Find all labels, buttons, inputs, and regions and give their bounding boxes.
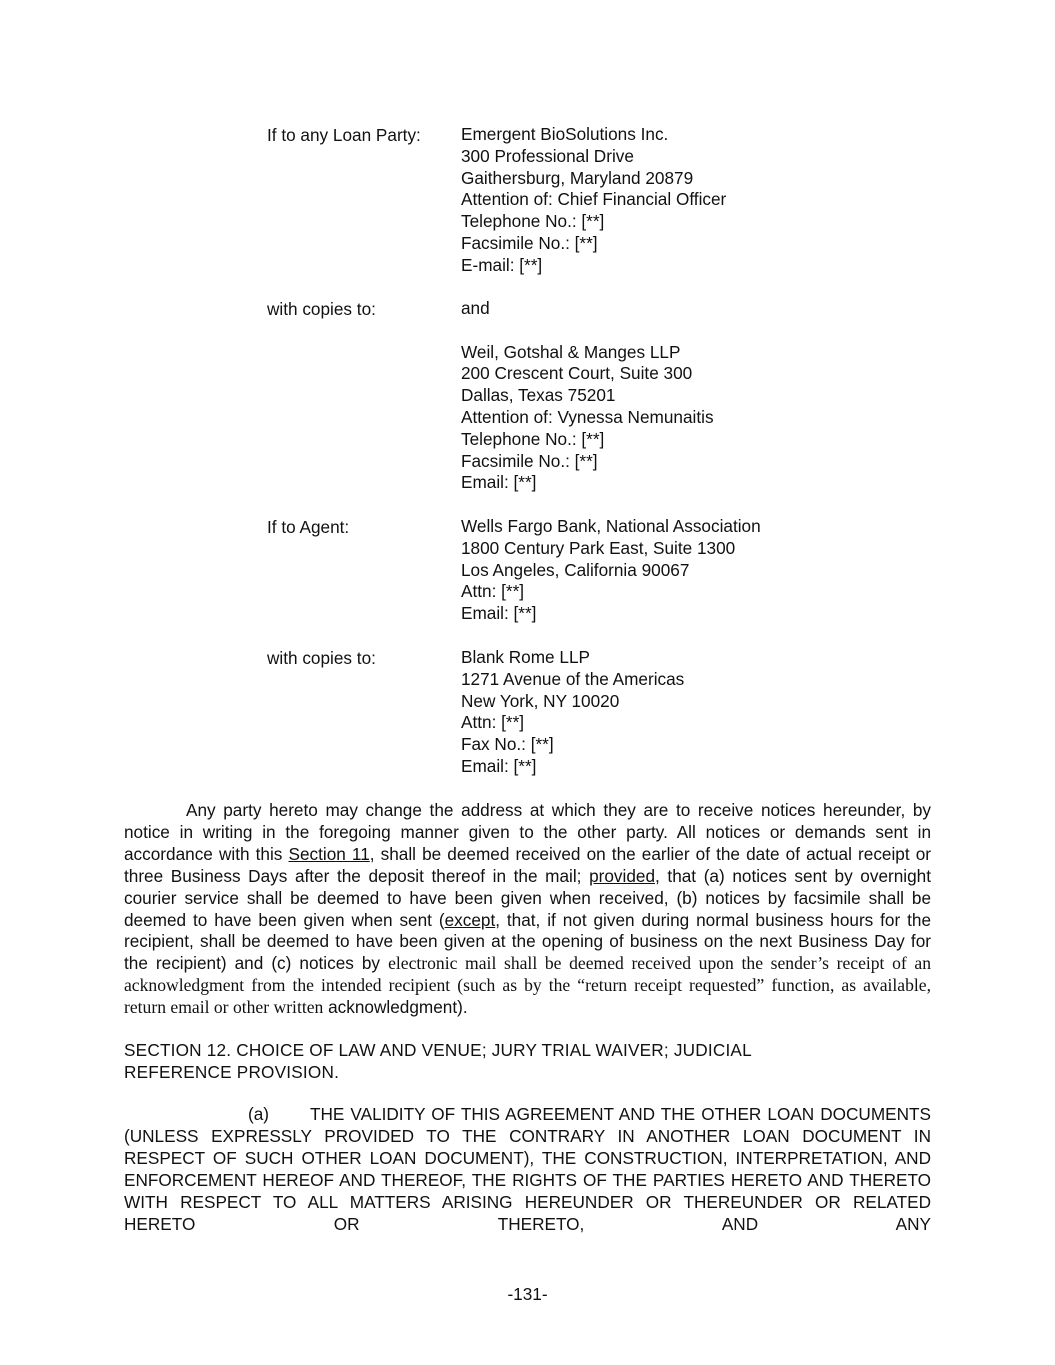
page-number: -131-	[507, 1284, 548, 1304]
provided-term: provided	[589, 865, 656, 886]
address-line: Attention of: Vynessa Nemunaitis	[461, 406, 714, 427]
address-line: 300 Professional Drive	[461, 145, 634, 166]
paragraph-text-serif: electronic mail shall be deemed received upon the sender’s receipt of an acknowledgment from the intended recipient (such as by the “return receipt requested” function, as available, return email or other written	[124, 953, 932, 1018]
address-line: 1800 Century Park East, Suite 1300	[461, 537, 736, 558]
paragraph-text: acknowledgment).	[328, 997, 468, 1018]
section-reference: Section 11	[288, 843, 370, 864]
address-line: Wells Fargo Bank, National Association	[461, 516, 761, 536]
address-line: Email: [**]	[461, 755, 537, 776]
section-heading-line: REFERENCE PROVISION.	[124, 1062, 340, 1082]
address-line: Facsimile No.: [**]	[461, 232, 598, 253]
clause-a	[124, 1103, 931, 1235]
section-heading	[124, 1039, 931, 1083]
address-line: Telephone No.: [**]	[461, 428, 605, 449]
address-line: Email: [**]	[461, 472, 537, 493]
clause-number: (a)	[248, 1104, 270, 1124]
notice-address	[461, 647, 684, 778]
address-line: 1271 Avenue of the Americas	[461, 668, 685, 689]
paragraph-text: , that, if not given during normal business hours for the recipient, shall be deemed to have been given at the opening of business on the next Business Day for the recipient) and (c) notices by	[124, 909, 931, 974]
paragraph-text: Any party hereto may change the address at which they are to receive notices hereunder, by notice in writing in the foregoing manner given to the other party. All notices or demands sent in accordance with this	[124, 800, 931, 864]
notice-label: If to any Loan Party:	[267, 125, 421, 145]
paragraph-text: , that (a) notices sent by overnight courier service shall be deemed to have been given when received, (b) notices by facsimile shall be deemed to have been given when sent (	[124, 865, 931, 930]
clause-text: THE VALIDITY OF THIS AGREEMENT AND THE OTHER LOAN DOCUMENTS (UNLESS EXPRESSLY PROVIDED TO THE CONTRARY IN ANOTHER LOAN DOCUMENT IN RESPECT OF SUCH OTHER LOAN DOCUMENT), THE CONSTRUCTION, INTERPRETATION, AND ENFORCEMENT HEREOF AND THEREOF, THE RIGHTS OF THE PARTIES HERETO AND THERETO WITH RESPECT TO ALL MATTERS ARISING HEREUNDER OR THEREUNDER OR RELATED HERETO OR THERETO, AND ANY	[124, 1104, 931, 1234]
notice-change-paragraph	[124, 800, 931, 1019]
notice-label: with copies to:	[267, 648, 376, 668]
address-line: Gaithersburg, Maryland 20879	[461, 167, 694, 188]
address-line: New York, NY 10020	[461, 690, 620, 711]
notice-address	[461, 298, 714, 494]
except-term: except	[444, 909, 496, 930]
address-line: Emergent BioSolutions Inc.	[461, 124, 669, 144]
notice-address	[461, 516, 761, 625]
notice-address	[461, 124, 726, 277]
address-line: Fax No.: [**]	[461, 734, 554, 755]
paragraph-text: , shall be deemed received on the earlier of the date of actual receipt or three Business Days after the deposit thereof in the mail;	[124, 843, 932, 886]
section-heading-line: SECTION 12. CHOICE OF LAW AND VENUE; JURY TRIAL WAIVER; JUDICIAL	[124, 1040, 752, 1060]
address-line: Dallas, Texas 75201	[461, 385, 616, 406]
address-line: Attention of: Chief Financial Officer	[461, 189, 727, 210]
address-line: Blank Rome LLP	[461, 647, 590, 667]
address-line: Email: [**]	[461, 603, 537, 624]
notice-label: with copies to:	[267, 299, 376, 319]
address-line: Attn: [**]	[461, 712, 525, 733]
address-line	[461, 320, 714, 342]
address-line: Los Angeles, California 90067	[461, 559, 690, 580]
address-line: Attn: [**]	[461, 581, 525, 602]
address-line: and	[461, 298, 490, 318]
address-line: Telephone No.: [**]	[461, 211, 605, 232]
address-line: E-mail: [**]	[461, 254, 543, 275]
address-line: Weil, Gotshal & Manges LLP	[461, 341, 681, 362]
notice-label: If to Agent:	[267, 517, 350, 537]
address-line: 200 Crescent Court, Suite 300	[461, 363, 693, 384]
address-line: Facsimile No.: [**]	[461, 450, 598, 471]
